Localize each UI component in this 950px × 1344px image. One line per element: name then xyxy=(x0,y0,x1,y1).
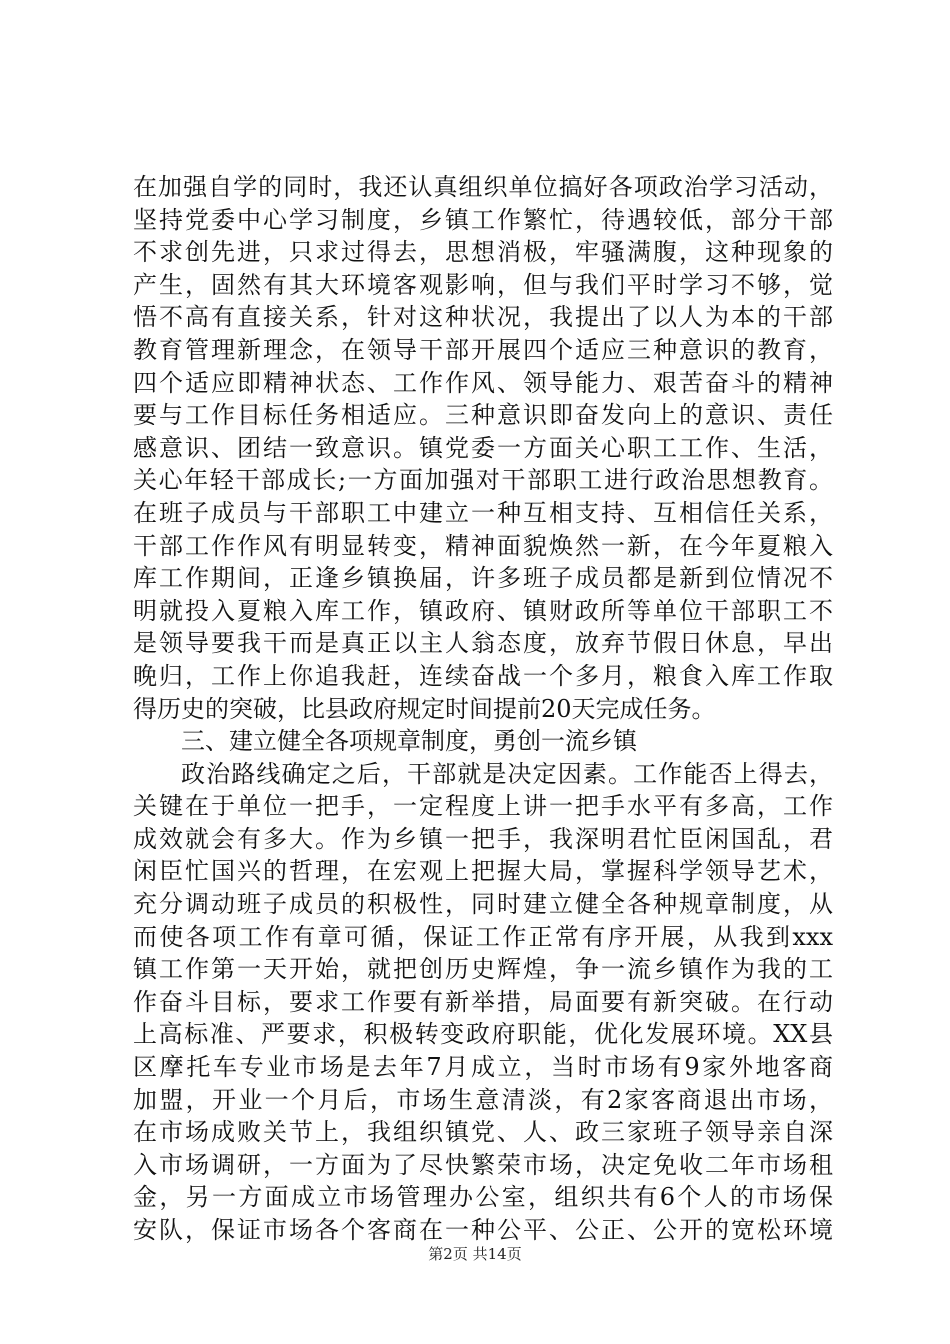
document-body xyxy=(133,171,833,1247)
text-line: 成效就会有多大。作为乡镇一把手，我深明君忙臣闲国乱，君 xyxy=(133,824,833,853)
text-line: 在加强自学的同时，我还认真组织单位搞好各项政治学习活动， xyxy=(133,173,833,201)
text-line: 四个适应即精神状态、工作作风、领导能力、艰苦奋斗的精神 xyxy=(133,368,833,397)
text-line: 入市场调研，一方面为了尽快繁荣市场，决定免收二年市场租 xyxy=(133,1150,833,1179)
text-line: 悟不高有直接关系，针对这种状况，我提出了以人为本的干部 xyxy=(133,303,833,332)
text-line: 在市场成败关节上，我组织镇党、人、政三家班子领导亲自深 xyxy=(133,1118,833,1147)
text-line: 库工作期间，正逢乡镇换届，许多班子成员都是新到位情况不 xyxy=(133,564,833,593)
text-line: 在班子成员与干部职工中建立一种互相支持、互相信任关系， xyxy=(133,498,833,527)
page-footer: 第2页 共14页 xyxy=(428,1245,522,1263)
text-line: 金，另一方面成立市场管理办公室，组织共有6个人的市场保 xyxy=(133,1183,833,1212)
paragraph-2 xyxy=(133,758,833,1247)
text-line: 得历史的突破，比县政府规定时间提前20天完成任务。 xyxy=(133,694,716,723)
text-line: 安队，保证市场各个客商在一种公平、公正、公开的宽松环境 xyxy=(133,1216,833,1244)
text-line: 关键在于单位一把手，一定程度上讲一把手水平有多高，工作 xyxy=(133,792,833,821)
text-line: 加盟，开业一个月后，市场生意清淡，有2家客商退出市场， xyxy=(133,1085,833,1114)
text-line: 作奋斗目标，要求工作要有新举措，局面要有新突破。在行动 xyxy=(133,987,833,1016)
text-line: 政治路线确定之后，干部就是决定因素。工作能否上得去， xyxy=(181,759,833,788)
paragraph-1 xyxy=(133,171,833,725)
text-line: 产生，固然有其大环境客观影响，但与我们平时学习不够，觉 xyxy=(133,270,833,299)
text-line: 闲臣忙国兴的哲理，在宏观上把握大局，掌握科学领导艺术， xyxy=(133,857,833,886)
text-line: 而使各项工作有章可循，保证工作正常有序开展，从我到xxx xyxy=(133,922,833,951)
text-line: 不求创先进，只求过得去，思想消极，牢骚满腹，这种现象的 xyxy=(133,238,833,267)
section-heading: 三、建立健全各项规章制度，勇创一流乡镇 xyxy=(181,727,637,756)
text-line: 镇工作第一天开始，就把创历史辉煌，争一流乡镇作为我的工 xyxy=(133,955,833,984)
text-line: 充分调动班子成员的积极性，同时建立健全各种规章制度，从 xyxy=(133,890,833,919)
text-line: 明就投入夏粮入库工作，镇政府、镇财政所等单位干部职工不 xyxy=(133,596,833,625)
text-line: 感意识、团结一致意识。镇党委一方面关心职工工作、生活， xyxy=(133,433,833,462)
text-line: 干部工作作风有明显转变，精神面貌焕然一新，在今年夏粮入 xyxy=(133,531,833,560)
text-line: 晚归，工作上你追我赶，连续奋战一个多月，粮食入库工作取 xyxy=(133,661,833,690)
text-line: 要与工作目标任务相适应。三种意识即奋发向上的意识、责任 xyxy=(133,401,833,430)
text-line: 上高标准、严要求，积极转变政府职能，优化发展环境。XX县 xyxy=(133,1020,833,1049)
text-line: 教育管理新理念，在领导干部开展四个适应三种意识的教育， xyxy=(133,335,833,364)
text-line: 区摩托车专业市场是去年7月成立，当时市场有9家外地客商 xyxy=(133,1053,833,1082)
text-line: 坚持党委中心学习制度，乡镇工作繁忙，待遇较低，部分干部 xyxy=(133,205,833,234)
text-line: 关心年轻干部成长;一方面加强对干部职工进行政治思想教育。 xyxy=(133,466,833,495)
text-line: 是领导要我干而是真正以主人翁态度，放弃节假日休息，早出 xyxy=(133,629,833,658)
